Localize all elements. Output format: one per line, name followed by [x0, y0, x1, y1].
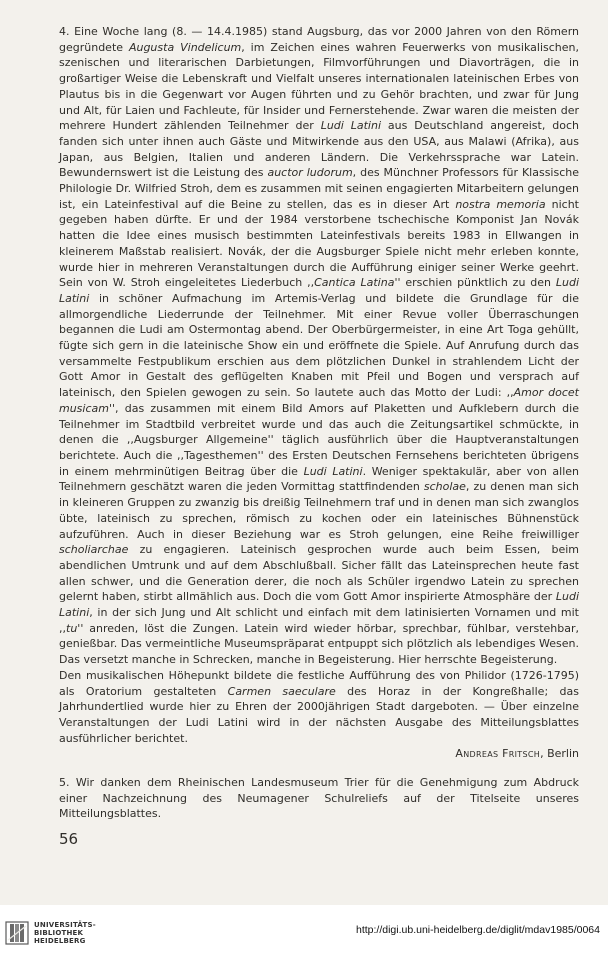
library-logo-icon [4, 920, 30, 946]
paragraph-4: 4. Eine Woche lang (8. — 14.4.1985) stand Augsburg, das vor 2000 Jahren von den Römern gegründete Augusta Vindelicum, im Zeichen eines wahren Feuerwerks von musikalischen, szenischen und literarischen Darbietungen, Filmvorführungen und Diavorträgen, die in großartiger Weise die Lebenskraft und Vielfalt unseres internationalen lateinischen Erbes von Plautus bis in die Gegenwart vor Augen führten und zu Gehör brachten, und zwar für Jung und Alt, für Laien und Fachleute, für Insider und Fernerstehende. Zwar waren die meisten der mehrere Hundert zählenden Teilnehmer der Ludi Latini aus Deutschland angereist, doch fanden sich unter ihnen auch Gäste und Mitwirkende aus den USA, aus Malawi (Afrika), aus Japan, aus Belgien, Italien und anderen Ländern. Die Verkehrssprache war Latein. Bewundernswert ist die Leistung des auctor ludorum, des Münchner Professors für Klassische Philologie Dr. Wilfried Stroh, dem es zusammen mit seinen engagierten Mitarbeitern gelungen ist, ein Lateinfestival auf die Beine zu stellen, das es in dieser Art nostra memoria nicht gegeben haben dürfte. Er und der 1984 verstorbene tschechische Komponist Jan Novák hatten die Idee eines musisch bestimmten Lateinfestivals bereits 1983 in Ellwangen in kleinerem Maßstab realisiert. Novák, der die Augsburger Spiele nicht mehr erleben konnte, wurde hier in mehreren Veranstaltungen durch die Aufführung einiger seiner Werke geehrt. Sein von W. Stroh eingeleitetes Liederbuch ,,Cantica Latina'' erschien pünktlich zu den Ludi Latini in schöner Aufmachung im Artemis-Verlag und bildete die Grundlage für die allmorgendliche Liederrunde der Teilnehmer. Mit einer Revue voller Überraschungen begannen die Ludi am Ostermontag abend. Der Oberbürgermeister, in eine Art Toga gehüllt, fügte sich gern in die lateinische Show ein und eröffnete die Spiele. Auf Anrufung durch das versammelte Festpublikum erschien aus dem plötzlichen Dunkel in strahlendem Licht der Gott Amor in Gestalt des geflügelten Knaben mit Pfeil und Bogen und versprach auf lateinisch, den Spielen gewogen zu sein. So lautete auch das Motto der Ludi: ,,Amor docet musicam'', das zusammen mit einem Bild Amors auf Plaketten und Aufklebern durch die Teilnehmer im Stadtbild verbreitet wurde und das auch die Zeitungsartikel schmückte, in denen die ,,Augsburger Allgemeine'' täglich ausführlich über die Hauptveranstaltungen berichtete. Auch die ,,Tagesthemen'' des Ersten Deutschen Fernsehens berichteten übrigens in einem mehrminütigen Beitrag über die Ludi Latini. Weniger spektakulär, aber von allen Teilnehmern geschätzt waren die jeden Vormittag stattfindenden scholae, zu denen man sich in kleineren Gruppen zu zwanzig bis dreißig Teilnehmern traf und in denen man sich zwanglos übte, lateinisch zu sprechen, römisch zu kochen oder ein lateinisches Bühnenstück aufzuführen. Auch in dieser Beziehung war es Stroh gelungen, eine Reihe freiwilliger scholiarchae zu engagieren. Lateinisch gesprochen wurde auch beim Essen, beim abendlichen Umtrunk und auf dem Abschlußball. Sicher fällt das Lateinsprechen heute fast allen schwer, und die Generation derer, die noch als Schüler irgendwo Latein zu sprechen gelernt haben, stirbt allmählich aus. Doch die vom Gott Amor inspirierte Atmosphäre der Ludi Latini, in der sich Jung und Alt schlicht und einfach mit dem latinisierten Vornamen und mit ,,tu'' anreden, löst die Zungen. Latein wird wieder hörbar, sprechbar, fühlbar, verstehbar, genießbar. Das vermeintliche Museumspräparat entpuppt sich plötzlich als lebendiges Wesen. Das versetzt manche in Schrecken, manche in Begeisterung. Hier herrschte Begeisterung. [59, 25, 580, 667]
body-text [59, 24, 579, 822]
paragraph-4-continued: Den musikalischen Höhepunkt bildete die festliche Aufführung des von Philidor (1726-1795) als Oratorium gestalteten Carmen saeculare des Horaz in der Kongreßhalle; das Jahrhundertlied wurde hier zu Ehren der 2000jährigen Stadt dargeboten. — Über einzelne Veranstaltungen der Ludi Latini wird in der nächsten Ausgabe des Mitteilungsblattes ausführlicher berichtet. [59, 668, 579, 745]
author-signature: Andreas Fritsch, Berlin [455, 747, 579, 761]
library-name: UNIVERSITÄTS- BIBLIOTHEK HEIDELBERG [34, 921, 96, 945]
page-number: 56 [59, 830, 79, 848]
source-url[interactable]: http://digi.ub.uni-heidelberg.de/diglit/mdav1985/0064 [355, 924, 600, 936]
paragraph-5: 5. Wir danken dem Rheinischen Landesmuseum Trier für die Genehmigung zum Abdruck einer Nachzeichnung des Neumagener Schulreliefs auf der Titelseite unseres Mitteilungsblattes. [59, 776, 579, 821]
